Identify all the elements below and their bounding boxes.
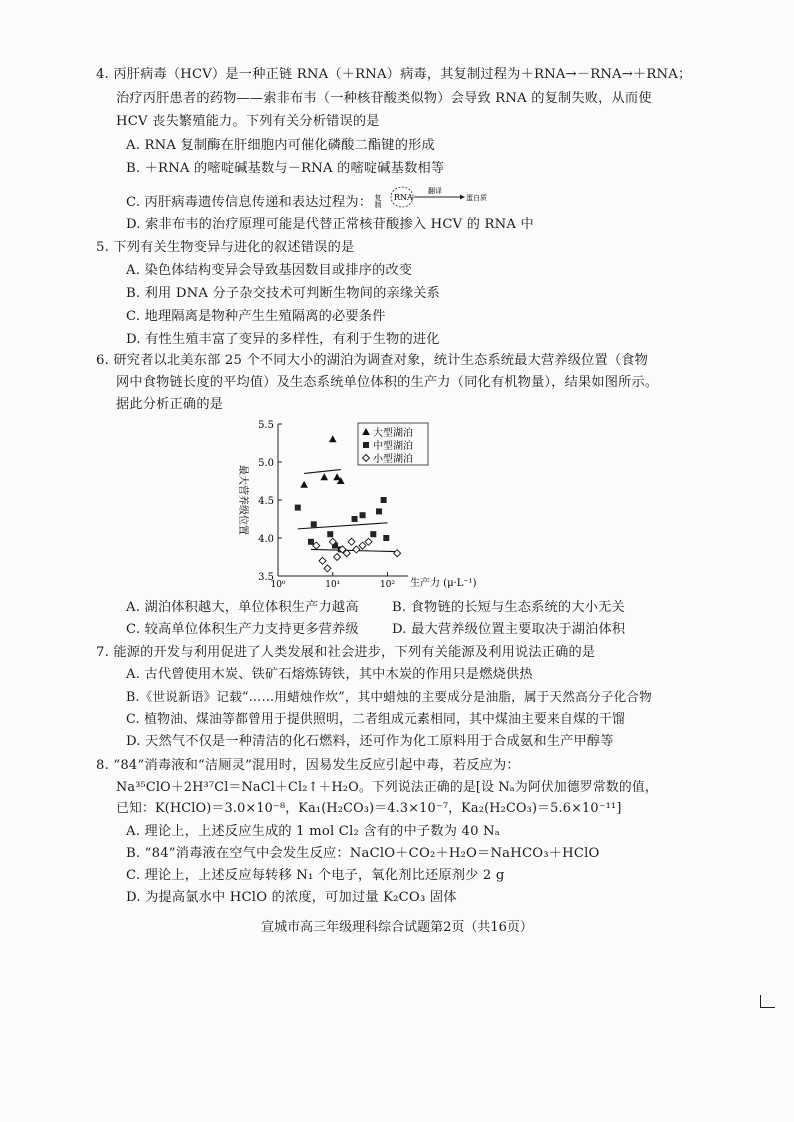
q4-stem-line2: 治疗丙肝患者的药物——索非布韦（一种核苷酸类似物）会导致 RNA 的复制失败，从而使 <box>116 91 652 106</box>
corner-mark <box>760 995 775 1008</box>
q7-option-b: B.《世说新语》记载“……用蜡烛作炊”，其中蜡烛的主要成分是油脂，属于天然高分子化合物 <box>126 689 652 704</box>
y-tick-label: 3.5 <box>258 572 274 583</box>
q5-option-c: C. 地理隔离是物种产生生殖隔离的必要条件 <box>126 309 386 324</box>
page-footer: 宣城市高三年级理科综合试题第2页（共16页） <box>261 920 533 935</box>
legend-label: 小型湖泊 <box>373 454 413 465</box>
flow-rna-label: RNA <box>394 193 413 202</box>
legend-label: 大型湖泊 <box>373 428 413 439</box>
q5-option-a: A. 染色体结构变异会导致基因数目或排序的改变 <box>126 263 413 278</box>
q5-option-b: B. 利用 DNA 分子杂交技术可判断生物间的亲缘关系 <box>126 286 441 301</box>
data-point-triangle <box>320 473 328 480</box>
q6-stem-line3: 据此分析正确的是 <box>116 397 224 412</box>
flow-protein-label: 蛋白质 <box>466 194 487 202</box>
q6-option-c: C. 较高单位体积生产力支持更多营养级 <box>126 622 359 637</box>
q6-chart <box>226 414 510 594</box>
q8-option-b: B. “84”消毒液在空气中会发生反应：NaClO＋CO₂＋H₂O＝NaHCO₃＋HClO <box>126 846 600 861</box>
data-point-square <box>360 512 366 518</box>
q5-option-d: D. 有性生殖丰富了变异的多样性，有利于生物的进化 <box>126 332 440 347</box>
q6-option-d: D. 最大营养级位置主要取决于湖泊体积 <box>392 622 626 637</box>
scatter-plot <box>226 414 510 594</box>
data-point-square <box>376 508 382 514</box>
q7-option-a: A. 古代曾使用木炭、铁矿石熔炼铸铁，其中木炭的作用只是燃烧供热 <box>126 667 533 682</box>
data-point-square <box>352 516 358 522</box>
data-point-square <box>311 521 317 527</box>
x-tick-label: 10¹ <box>325 580 341 590</box>
legend-label: 中型湖泊 <box>373 441 413 452</box>
flow-copy-label: 复制 <box>374 194 382 208</box>
data-point-diamond <box>319 557 326 564</box>
data-point-diamond <box>334 554 341 561</box>
x-tick-label: 10² <box>379 580 396 590</box>
q8-stem-line3: 已知：K(HClO)＝3.0×10⁻⁸，Ka₁(H₂CO₃)＝4.3×10⁻⁷，Ka₂(H₂CO₃)＝5.6×10⁻¹¹] <box>116 801 622 816</box>
data-point-triangle <box>329 435 337 442</box>
q6-option-a: A. 湖泊体积越大，单位体积生产力越高 <box>126 600 359 615</box>
q8-option-d: D. 为提高氯水中 HClO 的浓度，可加过量 K₂CO₃ 固体 <box>126 890 457 905</box>
x-axis-label: 生产力 (μ·L⁻¹) <box>410 578 477 589</box>
q6-option-b: B. 食物链的长短与生态系统的大小无关 <box>392 600 625 615</box>
q4-stem-line3: HCV 丧失繁殖能力。下列有关分析错误的是 <box>116 114 380 129</box>
q4-option-d: D. 索非布韦的治疗原理可能是代替正常核苷酸掺入 HCV 的 RNA 中 <box>126 217 534 232</box>
data-point-diamond <box>353 546 360 553</box>
trend-line-triangle <box>304 470 341 474</box>
data-point-diamond <box>348 538 355 545</box>
data-point-triangle <box>300 481 308 488</box>
q7-option-c: C. 植物油、煤油等都曾用于提供照明，二者组成元素相同，其中煤油主要来自煤的干馏 <box>126 712 625 727</box>
q4-option-a: A. RNA 复制酶在肝细胞内可催化磷酸二酯键的形成 <box>126 138 435 153</box>
data-point-square <box>308 539 314 545</box>
data-point-diamond <box>365 538 372 545</box>
data-point-square <box>383 535 389 541</box>
q6-stem-line1: 6. 研究者以北美东部 25 个不同大小的湖泊为调查对象，统计生态系统最大营养级位置（食物 <box>96 353 649 368</box>
q4-flow-diagram <box>374 183 488 211</box>
data-point-square <box>295 505 301 511</box>
q4-stem-line1: 4. 丙肝病毒（HCV）是一种正链 RNA（＋RNA）病毒，其复制过程为＋RNA→－RNA→＋RNA； <box>96 67 692 82</box>
q8-option-c: C. 理论上，上述反应每转移 N₁ 个电子，氧化剂比还原剂少 2 g <box>126 868 505 883</box>
data-point-square <box>370 531 376 537</box>
y-tick-label: 5.5 <box>258 420 274 431</box>
y-tick-label: 5.0 <box>258 458 274 469</box>
y-tick-label: 4.5 <box>258 496 274 507</box>
y-tick-label: 4.0 <box>258 534 274 545</box>
data-point-diamond <box>394 550 401 557</box>
data-point-square <box>327 531 333 537</box>
q4-option-b: B. ＋RNA 的嘧啶碱基数与－RNA 的嘧啶碱基数相等 <box>126 161 445 176</box>
legend-marker-square <box>363 442 369 448</box>
x-tick-label: 10⁰ <box>270 580 286 590</box>
flow-translate-label: 翻译 <box>428 187 442 195</box>
q6-stem-line2: 网中食物链长度的平均值）及生态系统单位体积的生产力（同化有机物量），结果如图所示。 <box>116 375 659 390</box>
q7-stem: 7. 能源的开发与利用促进了人类发展和社会进步，下列有关能源及利用说法正确的是 <box>96 645 596 660</box>
y-axis-label: 最大营养级位置 <box>237 465 248 535</box>
q5-stem: 5. 下列有关生物变异与进化的叙述错误的是 <box>96 240 355 255</box>
data-point-square <box>381 497 387 503</box>
q7-option-d: D. 天然气不仅是一种清洁的化石燃料，还可作为化工原料用于合成氨和生产甲醇等 <box>126 734 614 749</box>
data-point-diamond <box>359 542 366 549</box>
q4-option-c: C. 丙肝病毒遗传信息传递和表达过程为： <box>126 195 373 210</box>
q8-stem-line1: 8. “84”消毒液和“洁厕灵”混用时，因易发生反应引起中毒，若反应为： <box>96 758 520 773</box>
q8-stem-line2: Na³⁵ClO＋2H³⁷Cl＝NaCl＋Cl₂↑＋H₂O。下列说法正确的是[设 Nₐ为阿伏加德罗常数的值， <box>116 780 658 795</box>
data-point-diamond <box>324 565 331 572</box>
q8-option-a: A. 理论上，上述反应生成的 1 mol Cl₂ 含有的中子数为 40 Nₐ <box>126 824 501 839</box>
